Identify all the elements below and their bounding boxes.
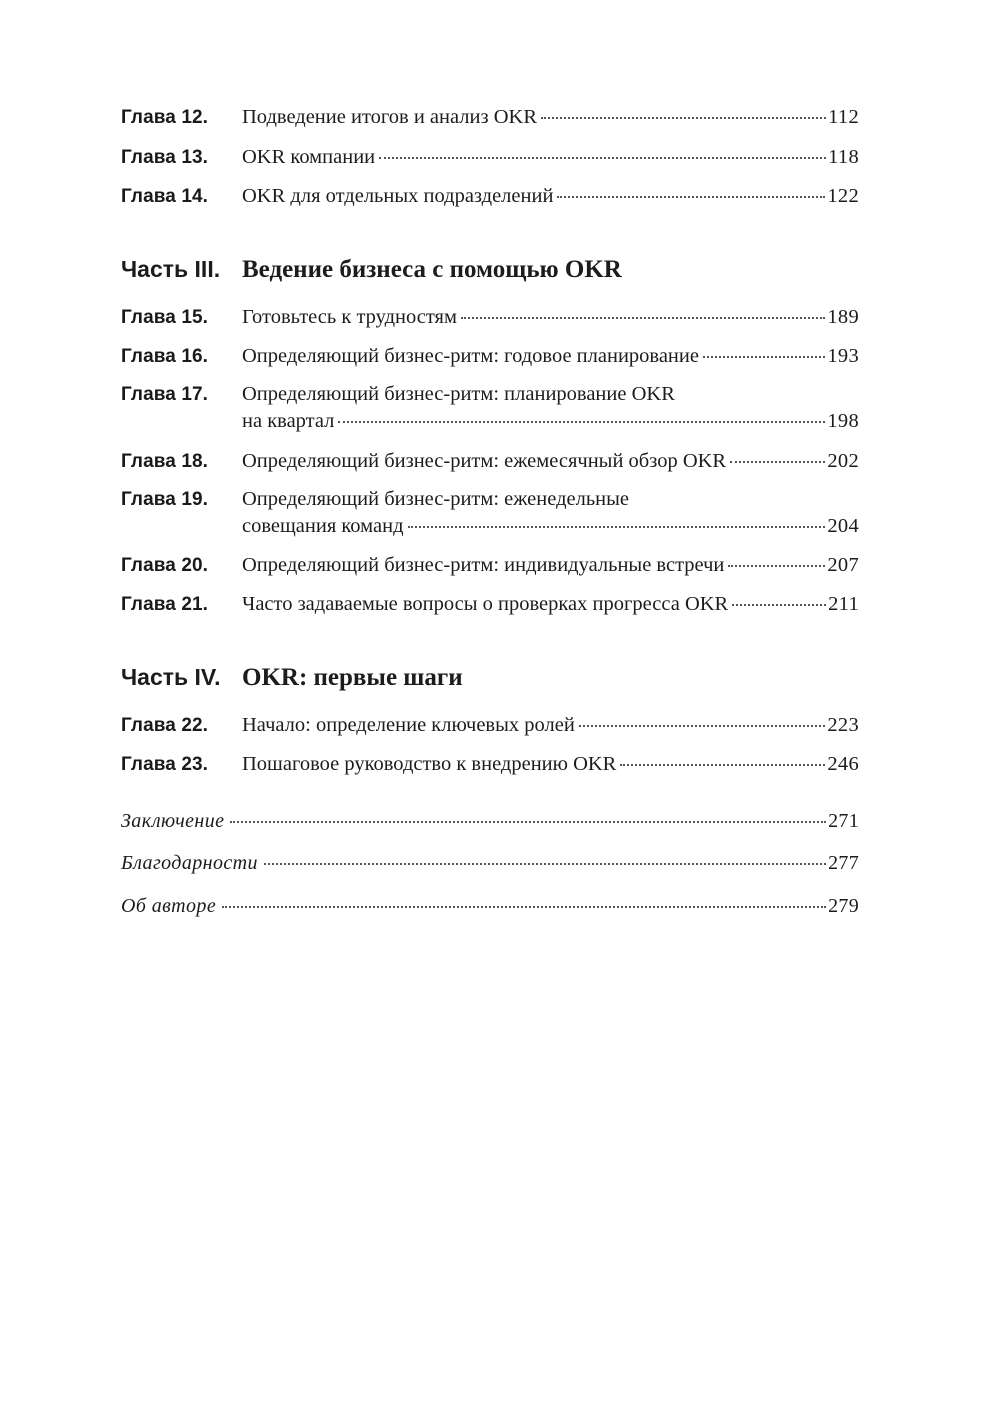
page-number: 271	[828, 810, 859, 832]
toc-entry-ch21[interactable]	[121, 591, 859, 618]
dot-leader	[541, 116, 826, 119]
dot-leader	[230, 820, 826, 823]
page-number: 112	[828, 106, 859, 128]
toc-entry-ch13[interactable]	[121, 144, 859, 171]
page-number: 193	[827, 345, 859, 367]
dot-leader	[732, 603, 826, 606]
toc-entry-ch22[interactable]	[121, 712, 859, 739]
dot-leader	[728, 564, 825, 567]
dot-leader	[338, 420, 825, 423]
toc-entry-ch16[interactable]	[121, 343, 859, 370]
dot-leader	[730, 460, 825, 463]
page-number: 198	[827, 410, 859, 432]
part-heading-4[interactable]	[121, 662, 859, 693]
page-number: 277	[828, 852, 859, 874]
chapter-title: Определяющий бизнес-ритм: годовое планирование	[242, 345, 699, 367]
page-number: 189	[827, 306, 859, 328]
toc-entry-ch14[interactable]	[121, 183, 859, 210]
part-title: Ведение бизнеса с помощью OKR	[242, 256, 622, 283]
toc-entry-ch17[interactable]	[121, 381, 859, 435]
chapter-title: Подведение итогов и анализ OKR	[242, 106, 537, 128]
toc-entry-ch20[interactable]	[121, 552, 859, 579]
toc-entry-ch23[interactable]	[121, 751, 859, 778]
chapter-label: Глава 12.	[121, 107, 209, 128]
page-number: 118	[828, 146, 859, 168]
chapter-title: Определяющий бизнес-ритм: ежемесячный обзор OKR	[242, 450, 727, 472]
chapter-label: Глава 17.	[121, 384, 209, 405]
dot-leader	[703, 355, 825, 358]
dot-leader	[620, 763, 825, 766]
dot-leader	[461, 316, 825, 319]
back-matter-title: Заключение	[121, 810, 225, 832]
chapter-title-line1: Определяющий бизнес-ритм: еженедельные	[242, 488, 630, 510]
chapter-title: Начало: определение ключевых ролей	[242, 714, 575, 736]
chapter-title: Пошаговое руководство к внедрению OKR	[242, 753, 617, 775]
page-number: 204	[827, 515, 859, 537]
back-matter-title: Благодарности	[121, 852, 258, 874]
dot-leader	[264, 862, 826, 865]
chapter-label: Глава 14.	[121, 186, 209, 207]
part-label: Часть IV.	[121, 664, 221, 690]
toc-entry-ch12[interactable]	[121, 104, 859, 131]
page-number: 207	[827, 554, 859, 576]
page-number: 279	[828, 895, 859, 917]
toc-entry-ch19[interactable]	[121, 486, 859, 540]
chapter-label: Глава 21.	[121, 594, 209, 615]
part-label: Часть III.	[121, 256, 221, 282]
back-matter-title: Об авторе	[121, 895, 217, 917]
dot-leader	[408, 525, 826, 528]
part-heading-3[interactable]	[121, 254, 859, 285]
chapter-title: OKR компании	[242, 146, 376, 168]
chapter-title: OKR для отдельных подразделений	[242, 185, 554, 207]
toc-entry-acknowledgements[interactable]	[121, 850, 859, 877]
page-number: 246	[827, 753, 859, 775]
chapter-title: Готовьтесь к трудностям	[242, 306, 457, 328]
page-number: 211	[828, 593, 859, 615]
toc-entry-ch18[interactable]	[121, 448, 859, 475]
chapter-label: Глава 20.	[121, 555, 209, 576]
page-number: 122	[827, 185, 859, 207]
toc-entry-about-author[interactable]	[121, 893, 859, 920]
toc-entry-ch15[interactable]	[121, 304, 859, 331]
chapter-label: Глава 23.	[121, 754, 209, 775]
chapter-label: Глава 15.	[121, 307, 209, 328]
chapter-label: Глава 18.	[121, 451, 209, 472]
dot-leader	[222, 905, 826, 908]
chapter-label: Глава 13.	[121, 147, 209, 168]
toc-entry-conclusion[interactable]	[121, 808, 859, 835]
chapter-title: на квартал	[242, 410, 335, 432]
page-number: 223	[827, 714, 859, 736]
chapter-label: Глава 16.	[121, 346, 209, 367]
chapter-title: Часто задаваемые вопросы о проверках прогресса OKR	[242, 593, 729, 615]
chapter-title-line1: Определяющий бизнес-ритм: планирование OKR	[242, 383, 675, 405]
chapter-title: Определяющий бизнес-ритм: индивидуальные встречи	[242, 554, 725, 576]
dot-leader	[557, 195, 825, 198]
chapter-label: Глава 19.	[121, 489, 209, 510]
part-title: OKR: первые шаги	[242, 664, 463, 691]
page-number: 202	[827, 450, 859, 472]
dot-leader	[579, 724, 826, 727]
dot-leader	[379, 156, 826, 159]
chapter-title: совещания команд	[242, 515, 404, 537]
chapter-label: Глава 22.	[121, 715, 209, 736]
